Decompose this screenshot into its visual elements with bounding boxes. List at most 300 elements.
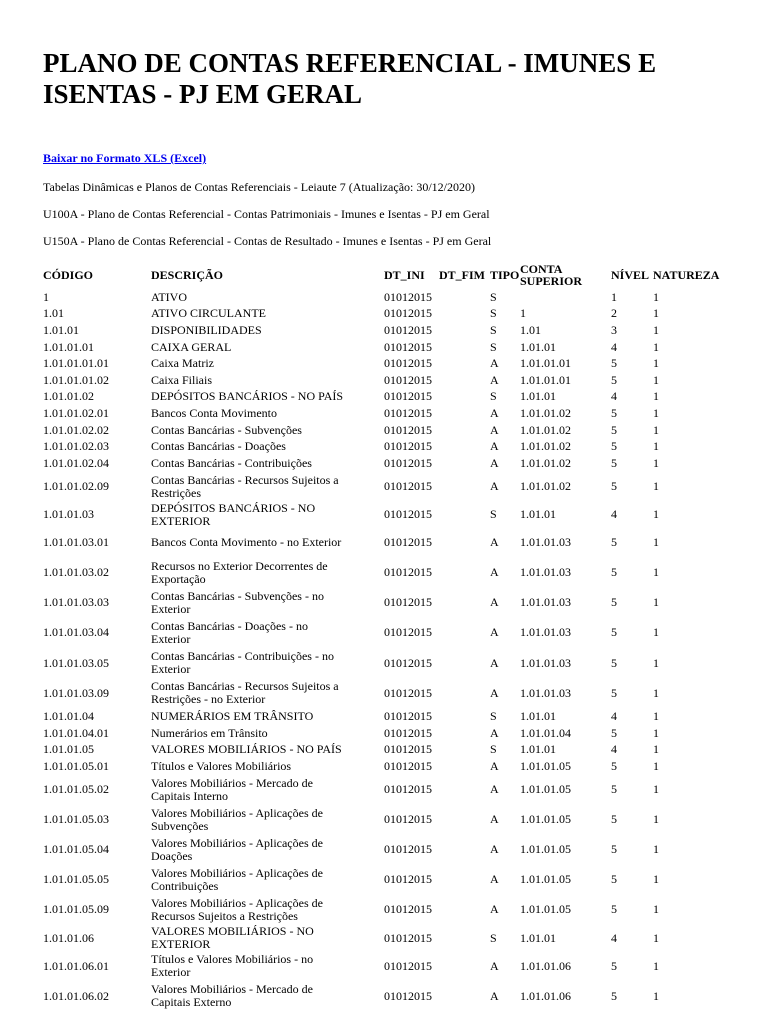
cell-dt-fim <box>439 758 490 775</box>
cell-natureza: 1 <box>653 479 659 494</box>
table-row <box>43 725 733 742</box>
cell-codigo: 1.01.01.03.09 <box>43 685 109 700</box>
cell-natureza: 1 <box>653 422 659 437</box>
cell-dt-fim <box>439 438 490 455</box>
cell-nivel: 5 <box>611 958 617 973</box>
cell-dt-ini: 01012015 <box>384 455 432 470</box>
cell-descricao <box>151 981 384 1011</box>
descricao-text: Valores Mobiliários - Mercado de Capitais Interno <box>151 775 313 803</box>
cell-descricao <box>151 306 384 323</box>
cell-natureza: 1 <box>653 507 659 522</box>
cell-conta-superior: 1.01.01.05 <box>520 782 571 797</box>
table-row <box>43 355 733 372</box>
cell-nivel: 4 <box>611 742 617 757</box>
table-row <box>43 805 733 835</box>
cell-conta-superior: 1 <box>520 306 526 321</box>
cell-dt-fim <box>439 306 490 323</box>
cell-nivel: 5 <box>611 422 617 437</box>
cell-codigo: 1.01.01.03.01 <box>43 535 109 550</box>
cell-dt-fim <box>439 835 490 865</box>
cell-conta-superior: 1.01.01.03 <box>520 535 571 550</box>
table-body <box>43 289 733 1011</box>
cell-tipo: A <box>490 685 499 700</box>
cell-tipo: S <box>490 289 497 304</box>
cell-nivel: 4 <box>611 339 617 354</box>
descricao-text: Recursos no Exterior Decorrentes de Exportação <box>151 558 328 586</box>
table-header-row <box>43 261 733 289</box>
cell-dt-fim <box>439 405 490 422</box>
cell-descricao <box>151 405 384 422</box>
descricao-text: Contas Bancárias - Doações - no Exterior <box>151 618 308 646</box>
header-conta-superior: CONTA SUPERIOR <box>520 262 583 288</box>
table-row <box>43 588 733 618</box>
cell-dt-ini: 01012015 <box>384 289 432 304</box>
cell-nivel: 5 <box>611 439 617 454</box>
cell-conta-superior: 1.01.01 <box>520 507 556 522</box>
cell-descricao <box>151 355 384 372</box>
cell-natureza: 1 <box>653 958 659 973</box>
cell-dt-fim <box>439 805 490 835</box>
table-row <box>43 951 733 981</box>
cell-dt-fim <box>439 322 490 339</box>
cell-natureza: 1 <box>653 289 659 304</box>
cell-dt-ini: 01012015 <box>384 842 432 857</box>
cell-dt-ini: 01012015 <box>384 758 432 773</box>
cell-nivel: 5 <box>611 455 617 470</box>
cell-natureza: 1 <box>653 655 659 670</box>
descricao-text: Caixa Matriz <box>151 356 214 371</box>
cell-tipo: A <box>490 872 499 887</box>
cell-natureza: 1 <box>653 565 659 580</box>
cell-tipo: A <box>490 455 499 470</box>
cell-descricao <box>151 528 384 558</box>
cell-codigo: 1.01.01.05.09 <box>43 902 109 917</box>
descricao-text: VALORES MOBILIÁRIOS - NO EXTERIOR <box>151 924 314 952</box>
cell-tipo: A <box>490 988 499 1003</box>
cell-codigo: 1.01.01.03.03 <box>43 595 109 610</box>
cell-natureza: 1 <box>653 812 659 827</box>
cell-conta-superior: 1.01.01.06 <box>520 988 571 1003</box>
cell-descricao <box>151 648 384 678</box>
cell-tipo: A <box>490 725 499 740</box>
cell-tipo: A <box>490 405 499 420</box>
cell-nivel: 5 <box>611 782 617 797</box>
cell-dt-fim <box>439 618 490 648</box>
cell-codigo: 1.01 <box>43 306 64 321</box>
cell-dt-ini: 01012015 <box>384 988 432 1003</box>
descricao-text: Valores Mobiliários - Mercado de Capitais Externo <box>151 982 313 1010</box>
cell-nivel: 5 <box>611 356 617 371</box>
cell-descricao <box>151 389 384 406</box>
descricao-text: Contas Bancárias - Subvenções - no Exterior <box>151 588 324 616</box>
cell-tipo: A <box>490 902 499 917</box>
cell-codigo: 1.01.01.05.04 <box>43 842 109 857</box>
cell-dt-ini: 01012015 <box>384 595 432 610</box>
descricao-text: Contas Bancárias - Subvenções <box>151 422 302 437</box>
cell-conta-superior: 1.01.01 <box>520 708 556 723</box>
cell-codigo: 1.01.01.05.01 <box>43 758 109 773</box>
cell-codigo: 1.01.01.03.05 <box>43 655 109 670</box>
table-row <box>43 708 733 725</box>
cell-nivel: 5 <box>611 812 617 827</box>
cell-descricao <box>151 289 384 306</box>
cell-descricao <box>151 925 384 951</box>
cell-nivel: 5 <box>611 479 617 494</box>
table-row <box>43 502 733 528</box>
cell-codigo: 1.01.01.06.02 <box>43 988 109 1003</box>
table-row <box>43 835 733 865</box>
cell-descricao <box>151 558 384 588</box>
cell-dt-fim <box>439 289 490 306</box>
cell-natureza: 1 <box>653 708 659 723</box>
cell-natureza: 1 <box>653 389 659 404</box>
table-row <box>43 558 733 588</box>
cell-conta-superior: 1.01.01.06 <box>520 958 571 973</box>
table-row <box>43 455 733 472</box>
cell-natureza: 1 <box>653 842 659 857</box>
cell-dt-ini: 01012015 <box>384 708 432 723</box>
descricao-text: NUMERÁRIOS EM TRÂNSITO <box>151 708 314 723</box>
cell-conta-superior: 1.01.01.02 <box>520 405 571 420</box>
page-title: PLANO DE CONTAS REFERENCIAL - IMUNES E ISENTAS - PJ EM GERAL <box>43 48 657 109</box>
cell-nivel: 5 <box>611 372 617 387</box>
cell-conta-superior: 1.01.01 <box>520 742 556 757</box>
cell-tipo: A <box>490 812 499 827</box>
cell-natureza: 1 <box>653 455 659 470</box>
cell-natureza: 1 <box>653 322 659 337</box>
descricao-text: VALORES MOBILIÁRIOS - NO PAÍS <box>151 742 342 757</box>
descricao-text: Valores Mobiliários - Aplicações de Subvenções <box>151 805 323 833</box>
cell-descricao <box>151 805 384 835</box>
cell-conta-superior: 1.01.01.02 <box>520 455 571 470</box>
table-row <box>43 981 733 1011</box>
cell-descricao <box>151 339 384 356</box>
cell-dt-fim <box>439 339 490 356</box>
cell-tipo: S <box>490 507 497 522</box>
cell-conta-superior: 1.01.01 <box>520 930 556 945</box>
accounts-table <box>43 261 733 1011</box>
cell-dt-fim <box>439 422 490 439</box>
cell-tipo: A <box>490 842 499 857</box>
cell-dt-ini: 01012015 <box>384 782 432 797</box>
cell-dt-fim <box>439 588 490 618</box>
header-descricao: DESCRIÇÃO <box>151 268 224 282</box>
descricao-text: Contas Bancárias - Recursos Sujeitos a Restrições <box>151 472 339 500</box>
cell-tipo: S <box>490 742 497 757</box>
table-row <box>43 405 733 422</box>
cell-dt-fim <box>439 502 490 528</box>
cell-codigo: 1.01.01.02.09 <box>43 479 109 494</box>
cell-nivel: 5 <box>611 535 617 550</box>
cell-conta-superior: 1.01.01.02 <box>520 422 571 437</box>
cell-conta-superior: 1.01.01.05 <box>520 872 571 887</box>
cell-codigo: 1.01.01.05 <box>43 742 94 757</box>
cell-descricao <box>151 741 384 758</box>
cell-codigo: 1.01.01.03 <box>43 507 94 522</box>
download-xls-link[interactable]: Baixar no Formato XLS (Excel) <box>43 151 207 165</box>
cell-dt-fim <box>439 725 490 742</box>
descricao-text: ATIVO <box>151 289 187 304</box>
cell-nivel: 5 <box>611 565 617 580</box>
cell-dt-ini: 01012015 <box>384 322 432 337</box>
note-line: U100A - Plano de Contas Referencial - Contas Patrimoniais - Imunes e Isentas - PJ em Geral <box>43 207 490 221</box>
cell-tipo: A <box>490 479 499 494</box>
cell-codigo: 1.01.01.03.04 <box>43 625 109 640</box>
cell-descricao <box>151 775 384 805</box>
cell-natureza: 1 <box>653 405 659 420</box>
cell-codigo: 1.01.01.01.01 <box>43 356 109 371</box>
cell-natureza: 1 <box>653 758 659 773</box>
cell-dt-fim <box>439 355 490 372</box>
cell-natureza: 1 <box>653 306 659 321</box>
cell-conta-superior: 1.01.01.03 <box>520 685 571 700</box>
table-row <box>43 678 733 708</box>
cell-natureza: 1 <box>653 685 659 700</box>
cell-codigo: 1.01.01.02.04 <box>43 455 109 470</box>
cell-tipo: A <box>490 758 499 773</box>
cell-codigo: 1.01.01.04.01 <box>43 725 109 740</box>
cell-conta-superior: 1.01.01.02 <box>520 439 571 454</box>
descricao-text: Caixa Filiais <box>151 372 212 387</box>
cell-natureza: 1 <box>653 339 659 354</box>
cell-dt-ini: 01012015 <box>384 685 432 700</box>
cell-conta-superior: 1.01.01.01 <box>520 356 571 371</box>
cell-conta-superior <box>520 289 611 306</box>
cell-natureza: 1 <box>653 902 659 917</box>
cell-descricao <box>151 618 384 648</box>
cell-descricao <box>151 372 384 389</box>
cell-dt-fim <box>439 455 490 472</box>
table-row <box>43 339 733 356</box>
descricao-text: DISPONIBILIDADES <box>151 322 262 337</box>
cell-descricao <box>151 758 384 775</box>
cell-nivel: 5 <box>611 685 617 700</box>
cell-dt-ini: 01012015 <box>384 565 432 580</box>
descricao-text: Bancos Conta Movimento <box>151 405 277 420</box>
cell-nivel: 5 <box>611 758 617 773</box>
cell-descricao <box>151 422 384 439</box>
cell-tipo: A <box>490 655 499 670</box>
cell-dt-fim <box>439 389 490 406</box>
cell-conta-superior: 1.01.01.05 <box>520 812 571 827</box>
cell-codigo: 1.01.01 <box>43 322 79 337</box>
cell-conta-superior: 1.01.01.03 <box>520 655 571 670</box>
cell-tipo: A <box>490 958 499 973</box>
document-page <box>43 48 743 1011</box>
cell-dt-ini: 01012015 <box>384 535 432 550</box>
cell-nivel: 5 <box>611 988 617 1003</box>
cell-natureza: 1 <box>653 742 659 757</box>
cell-dt-fim <box>439 741 490 758</box>
table-row <box>43 528 733 558</box>
cell-conta-superior: 1.01.01.01 <box>520 372 571 387</box>
cell-tipo: A <box>490 625 499 640</box>
cell-conta-superior: 1.01.01.05 <box>520 902 571 917</box>
cell-nivel: 5 <box>611 405 617 420</box>
cell-nivel: 5 <box>611 595 617 610</box>
cell-conta-superior: 1.01.01.05 <box>520 842 571 857</box>
cell-descricao <box>151 895 384 925</box>
cell-dt-ini: 01012015 <box>384 479 432 494</box>
cell-dt-ini: 01012015 <box>384 812 432 827</box>
cell-descricao <box>151 472 384 502</box>
cell-nivel: 5 <box>611 625 617 640</box>
header-dt-fim: DT_FIM <box>439 268 485 282</box>
cell-dt-fim <box>439 925 490 951</box>
cell-natureza: 1 <box>653 372 659 387</box>
cell-natureza: 1 <box>653 872 659 887</box>
cell-dt-fim <box>439 648 490 678</box>
cell-tipo: A <box>490 372 499 387</box>
cell-descricao <box>151 588 384 618</box>
cell-tipo: A <box>490 356 499 371</box>
cell-natureza: 1 <box>653 595 659 610</box>
cell-nivel: 4 <box>611 389 617 404</box>
table-row <box>43 741 733 758</box>
cell-natureza: 1 <box>653 356 659 371</box>
descricao-text: Contas Bancárias - Contribuições - no Exterior <box>151 649 334 677</box>
header-nivel: NÍVEL <box>611 268 650 282</box>
descricao-text: DEPÓSITOS BANCÁRIOS - NO PAÍS <box>151 389 344 404</box>
cell-dt-fim <box>439 372 490 389</box>
cell-natureza: 1 <box>653 439 659 454</box>
cell-nivel: 5 <box>611 842 617 857</box>
cell-nivel: 3 <box>611 322 617 337</box>
cell-dt-ini: 01012015 <box>384 742 432 757</box>
cell-dt-fim <box>439 951 490 981</box>
cell-tipo: S <box>490 339 497 354</box>
cell-dt-ini: 01012015 <box>384 389 432 404</box>
cell-tipo: S <box>490 306 497 321</box>
cell-dt-ini: 01012015 <box>384 439 432 454</box>
descricao-text: Numerários em Trânsito <box>151 725 268 740</box>
cell-nivel: 4 <box>611 507 617 522</box>
table-row <box>43 865 733 895</box>
header-dt-ini: DT_INI <box>384 268 425 282</box>
cell-codigo: 1.01.01.04 <box>43 708 94 723</box>
cell-dt-ini: 01012015 <box>384 356 432 371</box>
cell-nivel: 4 <box>611 930 617 945</box>
descricao-text: Valores Mobiliários - Aplicações de Contribuições <box>151 865 323 893</box>
cell-descricao <box>151 865 384 895</box>
table-row <box>43 648 733 678</box>
cell-natureza: 1 <box>653 782 659 797</box>
cell-tipo: A <box>490 595 499 610</box>
cell-nivel: 5 <box>611 902 617 917</box>
cell-conta-superior: 1.01 <box>520 322 541 337</box>
cell-dt-ini: 01012015 <box>384 725 432 740</box>
cell-natureza: 1 <box>653 535 659 550</box>
cell-tipo: A <box>490 422 499 437</box>
descricao-text: Títulos e Valores Mobiliários - no Exterior <box>151 952 314 980</box>
cell-dt-ini: 01012015 <box>384 655 432 670</box>
cell-descricao <box>151 438 384 455</box>
cell-natureza: 1 <box>653 930 659 945</box>
table-row <box>43 775 733 805</box>
cell-descricao <box>151 455 384 472</box>
cell-natureza: 1 <box>653 988 659 1003</box>
header-codigo: CÓDIGO <box>43 268 94 282</box>
cell-dt-ini: 01012015 <box>384 422 432 437</box>
cell-tipo: S <box>490 322 497 337</box>
cell-dt-ini: 01012015 <box>384 306 432 321</box>
cell-dt-ini: 01012015 <box>384 339 432 354</box>
cell-conta-superior: 1.01.01.02 <box>520 479 571 494</box>
cell-dt-fim <box>439 678 490 708</box>
cell-descricao <box>151 502 384 528</box>
cell-conta-superior: 1.01.01.03 <box>520 625 571 640</box>
cell-codigo: 1.01.01.03.02 <box>43 565 109 580</box>
cell-dt-ini: 01012015 <box>384 930 432 945</box>
table-row <box>43 758 733 775</box>
descricao-text: Bancos Conta Movimento - no Exterior <box>151 535 342 550</box>
cell-tipo: S <box>490 930 497 945</box>
cell-conta-superior: 1.01.01 <box>520 389 556 404</box>
table-row <box>43 389 733 406</box>
cell-codigo: 1.01.01.05.02 <box>43 782 109 797</box>
table-row <box>43 472 733 502</box>
table-row <box>43 306 733 323</box>
cell-descricao <box>151 725 384 742</box>
table-row <box>43 372 733 389</box>
table-row <box>43 438 733 455</box>
cell-dt-ini: 01012015 <box>384 372 432 387</box>
table-row <box>43 618 733 648</box>
descricao-text: ATIVO CIRCULANTE <box>151 306 266 321</box>
cell-nivel: 5 <box>611 655 617 670</box>
descricao-text: Contas Bancárias - Contribuições <box>151 455 312 470</box>
cell-codigo: 1.01.01.02.01 <box>43 405 109 420</box>
cell-dt-fim <box>439 528 490 558</box>
cell-nivel: 5 <box>611 725 617 740</box>
cell-dt-ini: 01012015 <box>384 405 432 420</box>
cell-dt-ini: 01012015 <box>384 902 432 917</box>
cell-tipo: S <box>490 708 497 723</box>
cell-nivel: 2 <box>611 306 617 321</box>
table-row <box>43 895 733 925</box>
cell-tipo: S <box>490 389 497 404</box>
table-row <box>43 925 733 951</box>
header-natureza: NATUREZA <box>653 268 720 282</box>
cell-conta-superior: 1.01.01.04 <box>520 725 571 740</box>
descricao-text: Contas Bancárias - Doações <box>151 439 286 454</box>
descricao-text: CAIXA GERAL <box>151 339 232 354</box>
table-row <box>43 289 733 306</box>
cell-descricao <box>151 678 384 708</box>
cell-natureza: 1 <box>653 625 659 640</box>
cell-dt-fim <box>439 558 490 588</box>
cell-codigo: 1.01.01.01.02 <box>43 372 109 387</box>
cell-natureza: 1 <box>653 725 659 740</box>
cell-tipo: A <box>490 439 499 454</box>
cell-nivel: 5 <box>611 872 617 887</box>
cell-dt-ini: 01012015 <box>384 625 432 640</box>
cell-dt-fim <box>439 981 490 1011</box>
cell-codigo: 1.01.01.01 <box>43 339 94 354</box>
header-tipo: TIPO <box>490 268 520 282</box>
cell-tipo: A <box>490 782 499 797</box>
cell-dt-ini: 01012015 <box>384 872 432 887</box>
cell-descricao <box>151 322 384 339</box>
cell-nivel: 4 <box>611 708 617 723</box>
cell-tipo: A <box>490 565 499 580</box>
cell-conta-superior: 1.01.01.05 <box>520 758 571 773</box>
cell-codigo: 1.01.01.06 <box>43 930 94 945</box>
note-line: Tabelas Dinâmicas e Planos de Contas Referenciais - Leiaute 7 (Atualização: 30/12/2020) <box>43 180 476 194</box>
cell-dt-fim <box>439 472 490 502</box>
descricao-text: Valores Mobiliários - Aplicações de Recursos Sujeitos a Restrições <box>151 895 323 923</box>
cell-descricao <box>151 708 384 725</box>
